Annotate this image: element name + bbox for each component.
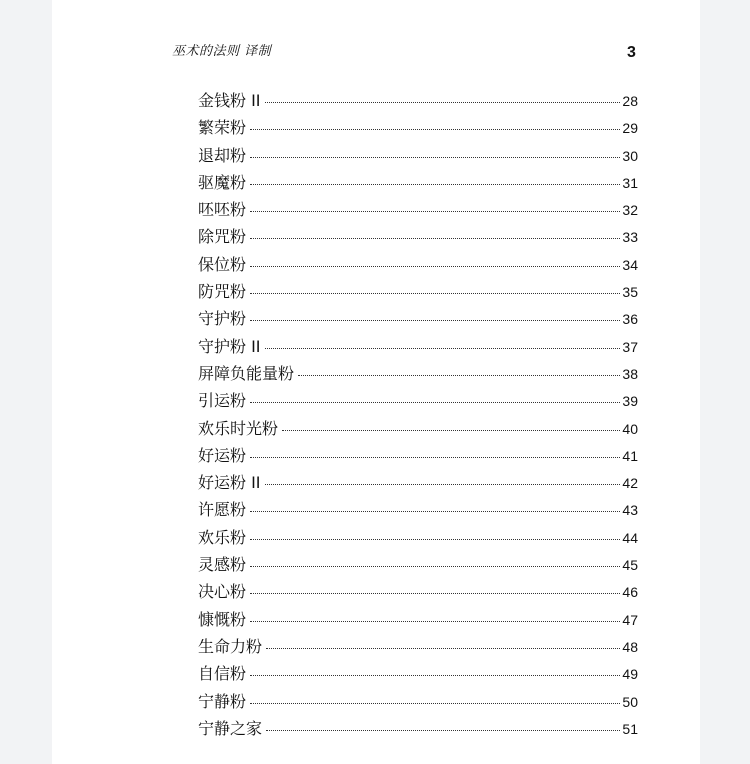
toc-entry-title: 驱魔粉 [198,172,247,192]
toc-entry-page: 47 [622,611,638,628]
toc-entry-title: 许愿粉 [198,500,247,520]
toc-entry[interactable] [198,416,638,443]
toc-leader-dots [250,511,620,512]
toc-entry-page: 45 [622,557,638,574]
toc-entry-title: 金钱粉 II [198,91,261,110]
toc-leader-dots [250,129,620,130]
toc-entry[interactable] [198,115,638,142]
toc-entry-title: 守护粉 II [198,336,261,356]
toc-entry-page: 50 [622,693,638,710]
toc-entry[interactable] [198,197,638,224]
toc-entry[interactable] [198,607,638,634]
toc-entry[interactable] [198,88,638,115]
toc-entry[interactable] [198,252,638,279]
toc-entry[interactable] [198,716,638,743]
table-of-contents [198,88,638,743]
toc-entry-page: 51 [622,720,638,737]
toc-entry[interactable] [198,224,638,251]
toc-leader-dots [250,675,620,676]
toc-leader-dots [250,320,620,321]
toc-entry[interactable] [198,689,638,716]
document-page [52,0,700,764]
toc-entry[interactable] [198,443,638,470]
toc-leader-dots [250,238,620,239]
toc-entry-page: 44 [622,529,638,546]
toc-entry-title: 生命力粉 [198,636,263,656]
toc-entry-page: 39 [622,393,638,410]
toc-leader-dots [265,348,621,349]
toc-entry-title: 宁静之家 [198,718,263,738]
toc-entry-title: 自信粉 [198,664,247,684]
toc-entry-page: 33 [622,229,638,246]
toc-entry-page: 36 [622,311,638,328]
toc-leader-dots [250,211,620,212]
toc-entry[interactable] [198,170,638,197]
toc-entry[interactable] [198,579,638,606]
toc-leader-dots [298,375,620,376]
toc-leader-dots [250,593,620,594]
toc-entry-title: 宁静粉 [198,691,247,711]
toc-entry-title: 保位粉 [198,254,247,274]
toc-entry[interactable] [198,525,638,552]
toc-leader-dots [282,430,620,431]
toc-leader-dots [266,648,620,649]
toc-leader-dots [250,157,620,158]
toc-leader-dots [250,402,620,403]
toc-entry-page: 41 [622,447,638,464]
toc-entry-page: 32 [622,202,638,219]
toc-leader-dots [266,730,620,731]
toc-entry-title: 决心粉 [198,582,247,602]
toc-entry-page: 28 [622,93,638,109]
toc-entry-title: 灵感粉 [198,555,247,575]
toc-entry[interactable] [198,552,638,579]
toc-entry[interactable] [198,497,638,524]
toc-entry-page: 48 [622,638,638,655]
toc-entry-page: 49 [622,666,638,683]
toc-entry[interactable] [198,143,638,170]
toc-entry-title: 好运粉 [198,445,247,465]
toc-entry-title: 守护粉 [198,309,247,329]
toc-entry-page: 31 [622,174,638,191]
toc-entry-page: 43 [622,502,638,519]
toc-entry-title: 屏障负能量粉 [198,363,295,383]
toc-entry-title: 防咒粉 [198,282,247,302]
toc-entry-page: 30 [622,147,638,164]
toc-entry-title: 欢乐时光粉 [198,418,279,438]
toc-leader-dots [250,621,620,622]
toc-leader-dots [250,457,620,458]
toc-leader-dots [250,703,620,704]
toc-entry-title: 慷慨粉 [198,609,247,629]
toc-entry-title: 繁荣粉 [198,118,247,138]
toc-leader-dots [250,293,620,294]
toc-entry-page: 29 [622,120,638,137]
toc-entry-title: 欢乐粉 [198,527,247,547]
toc-entry-page: 38 [622,365,638,382]
page-number: 3 [627,44,636,61]
toc-entry-page: 40 [622,420,638,437]
toc-leader-dots [265,484,621,485]
toc-entry[interactable] [198,334,638,361]
toc-leader-dots [250,539,620,540]
toc-entry[interactable] [198,361,638,388]
toc-entry[interactable] [198,279,638,306]
toc-entry-title: 退却粉 [198,145,247,165]
toc-entry-title: 引运粉 [198,391,247,411]
toc-entry[interactable] [198,470,638,497]
toc-leader-dots [250,266,620,267]
toc-leader-dots [250,184,620,185]
toc-entry-page: 34 [622,256,638,273]
toc-entry-page: 37 [622,338,638,355]
toc-entry[interactable] [198,306,638,333]
toc-leader-dots [265,102,621,103]
toc-entry[interactable] [198,634,638,661]
toc-entry-title: 好运粉 II [198,473,261,493]
toc-entry[interactable] [198,388,638,415]
toc-entry-title: 除咒粉 [198,227,247,247]
toc-entry-title: 呸呸粉 [198,200,247,220]
running-head: 巫术的法则 译制 [172,44,272,59]
toc-leader-dots [250,566,620,567]
toc-entry[interactable] [198,661,638,688]
toc-entry-page: 46 [622,584,638,601]
toc-entry-page: 42 [622,475,638,492]
toc-entry-page: 35 [622,284,638,301]
